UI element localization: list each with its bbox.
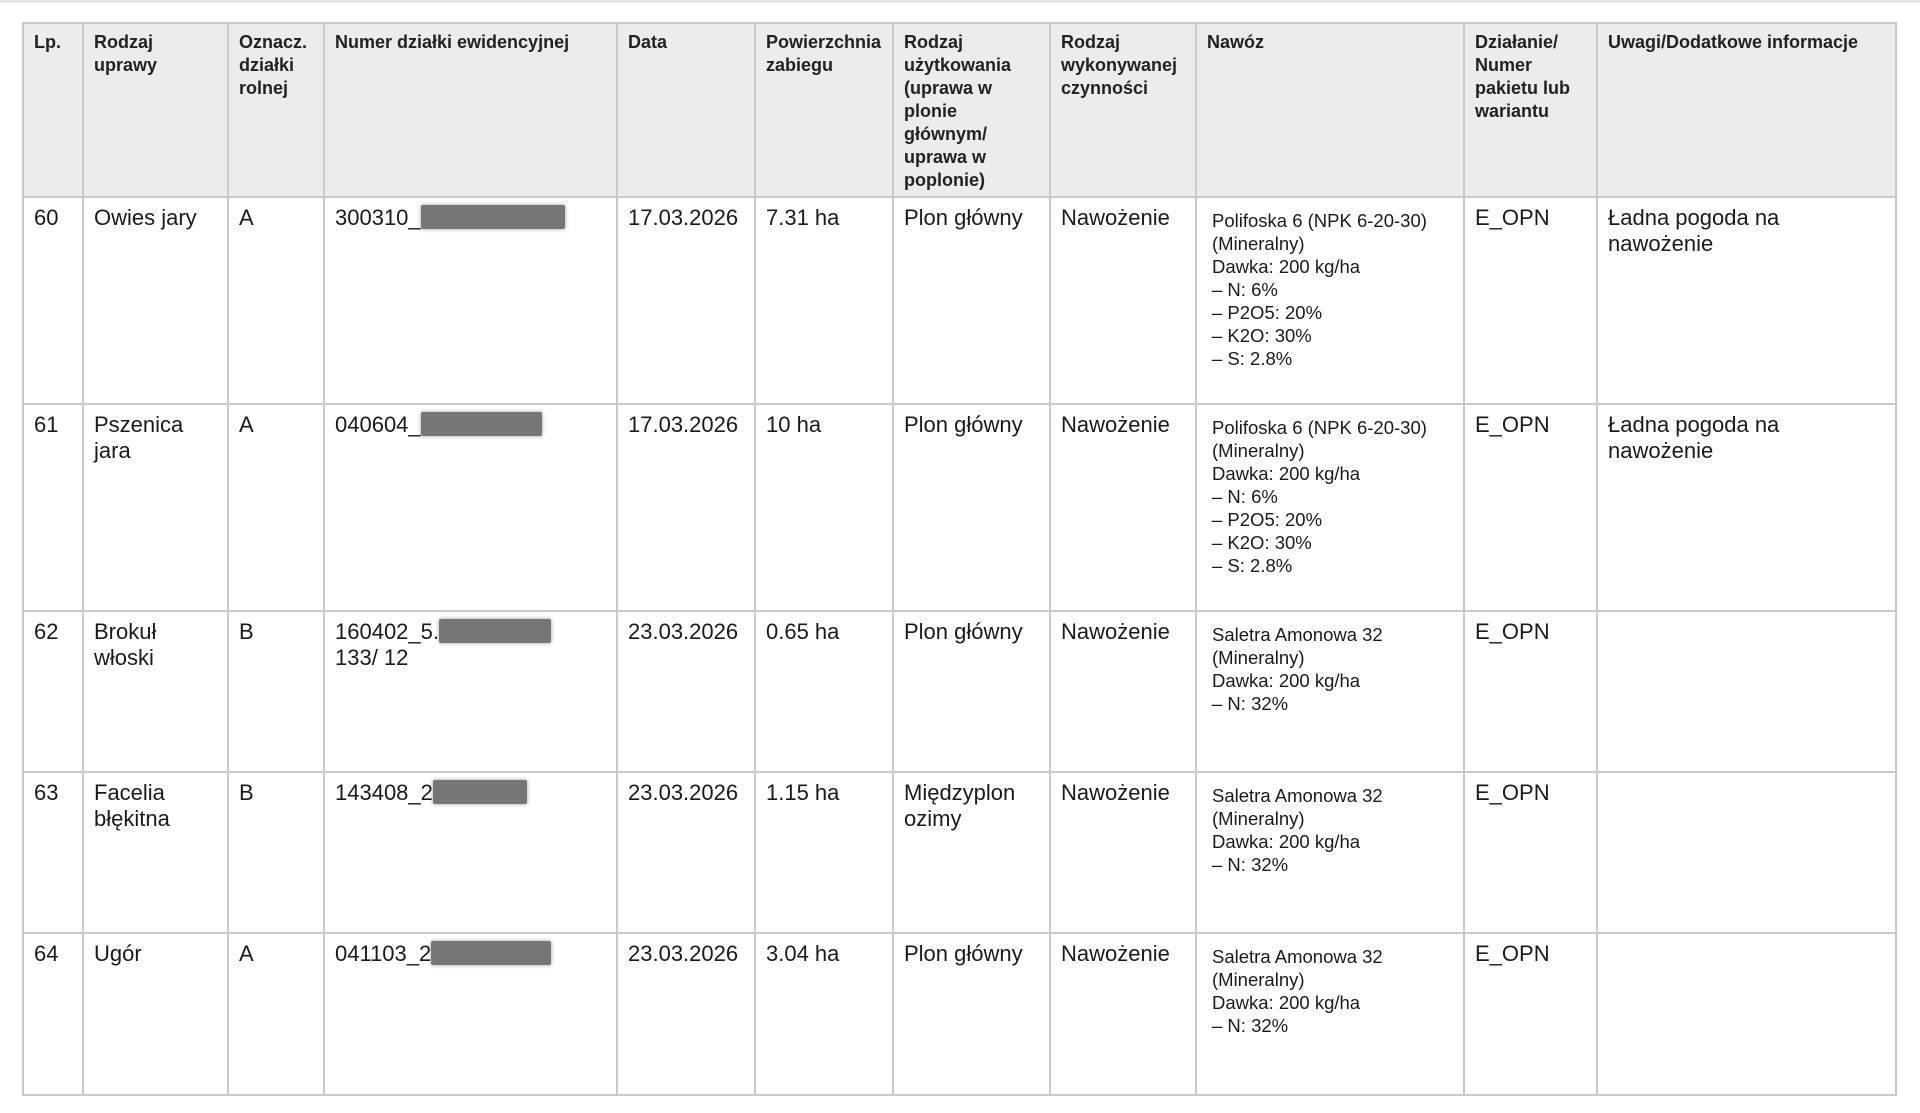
cell-lp: 62 bbox=[23, 611, 83, 772]
fertilizer-type: (Mineralny) bbox=[1212, 647, 1305, 668]
table-row bbox=[23, 933, 1896, 1095]
cell-field-mark: B bbox=[228, 611, 324, 772]
cell-usage: Plon główny bbox=[893, 611, 1050, 772]
cell-date: 17.03.2026 bbox=[617, 197, 755, 404]
cell-fertilizer bbox=[1196, 772, 1464, 933]
cell-lp: 61 bbox=[23, 404, 83, 611]
fertilizer-name: Polifoska 6 (NPK 6-20-30) bbox=[1212, 210, 1427, 231]
cell-notes bbox=[1597, 933, 1896, 1095]
cell-package: E_OPN bbox=[1464, 197, 1597, 404]
cell-plot-number bbox=[324, 933, 617, 1095]
cell-field-mark: A bbox=[228, 404, 324, 611]
table-row bbox=[23, 611, 1896, 772]
cell-crop: Ugór bbox=[83, 933, 228, 1095]
fertilizer-component: – P2O5: 20% bbox=[1212, 302, 1323, 323]
plot-number-prefix: 040604_ bbox=[335, 412, 421, 437]
cell-plot-number bbox=[324, 772, 617, 933]
cell-usage: Plon główny bbox=[893, 404, 1050, 611]
fertilizer-component: – S: 2.8% bbox=[1212, 555, 1293, 576]
cell-crop: Pszenica jara bbox=[83, 404, 228, 611]
top-divider bbox=[0, 0, 1920, 3]
fertilization-records-table bbox=[22, 22, 1897, 1096]
cell-plot-number bbox=[324, 611, 617, 772]
fertilizer-name: Polifoska 6 (NPK 6-20-30) bbox=[1212, 417, 1427, 438]
header-package: Działanie/ Numer pakietu lub wariantu bbox=[1464, 23, 1597, 197]
fertilizer-type: (Mineralny) bbox=[1212, 440, 1305, 461]
cell-date: 23.03.2026 bbox=[617, 611, 755, 772]
fertilizer-name: Saletra Amonowa 32 bbox=[1212, 946, 1383, 967]
fertilizer-dose: Dawka: 200 kg/ha bbox=[1212, 256, 1361, 277]
fertilizer-name: Saletra Amonowa 32 bbox=[1212, 785, 1383, 806]
cell-notes: Ładna pogoda na nawożenie bbox=[1597, 197, 1896, 404]
cell-package: E_OPN bbox=[1464, 611, 1597, 772]
fertilizer-dose: Dawka: 200 kg/ha bbox=[1212, 831, 1361, 852]
header-notes: Uwagi/Dodatkowe informacje bbox=[1597, 23, 1896, 197]
header-plot-number: Numer działki ewidencyjnej bbox=[324, 23, 617, 197]
plot-number-prefix: 041103_2 bbox=[335, 941, 432, 966]
fertilizer-component: – N: 6% bbox=[1212, 486, 1278, 507]
cell-activity: Nawożenie bbox=[1050, 404, 1196, 611]
fertilizer-component: – S: 2.8% bbox=[1212, 348, 1293, 369]
cell-area: 7.31 ha bbox=[755, 197, 893, 404]
redaction-block bbox=[439, 619, 551, 643]
redaction-block bbox=[421, 205, 565, 229]
cell-fertilizer bbox=[1196, 933, 1464, 1095]
cell-crop: Brokuł włoski bbox=[83, 611, 228, 772]
cell-lp: 64 bbox=[23, 933, 83, 1095]
table-row bbox=[23, 772, 1896, 933]
fertilizer-dose: Dawka: 200 kg/ha bbox=[1212, 992, 1361, 1013]
fertilizer-type: (Mineralny) bbox=[1212, 969, 1305, 990]
cell-field-mark: B bbox=[228, 772, 324, 933]
cell-field-mark: A bbox=[228, 197, 324, 404]
cell-activity: Nawożenie bbox=[1050, 933, 1196, 1095]
header-lp: Lp. bbox=[23, 23, 83, 197]
cell-notes: Ładna pogoda na nawożenie bbox=[1597, 404, 1896, 611]
redaction-block bbox=[433, 780, 527, 804]
plot-number-prefix: 160402_5. bbox=[335, 619, 439, 644]
cell-fertilizer bbox=[1196, 611, 1464, 772]
redaction-block bbox=[421, 412, 542, 436]
cell-usage: Plon główny bbox=[893, 197, 1050, 404]
header-crop: Rodzaj uprawy bbox=[83, 23, 228, 197]
cell-area: 1.15 ha bbox=[755, 772, 893, 933]
cell-package: E_OPN bbox=[1464, 772, 1597, 933]
cell-field-mark: A bbox=[228, 933, 324, 1095]
fertilizer-component: – N: 32% bbox=[1212, 693, 1289, 714]
redaction-block bbox=[431, 941, 551, 965]
cell-activity: Nawożenie bbox=[1050, 772, 1196, 933]
cell-notes bbox=[1597, 772, 1896, 933]
cell-date: 23.03.2026 bbox=[617, 772, 755, 933]
fertilizer-component: – N: 32% bbox=[1212, 854, 1289, 875]
cell-activity: Nawożenie bbox=[1050, 611, 1196, 772]
header-usage: Rodzaj użytkowania (uprawa w plonie głównym/ uprawa w poplonie) bbox=[893, 23, 1050, 197]
header-activity: Rodzaj wykonywanej czynności bbox=[1050, 23, 1196, 197]
plot-number-suffix: 133/ 12 bbox=[335, 645, 409, 670]
cell-area: 0.65 ha bbox=[755, 611, 893, 772]
fertilizer-component: – N: 32% bbox=[1212, 1015, 1289, 1036]
fertilizer-component: – P2O5: 20% bbox=[1212, 509, 1323, 530]
cell-fertilizer bbox=[1196, 197, 1464, 404]
cell-crop: Owies jary bbox=[83, 197, 228, 404]
header-area: Powierzchnia zabiegu bbox=[755, 23, 893, 197]
cell-area: 10 ha bbox=[755, 404, 893, 611]
header-field-mark: Oznacz. działki rolnej bbox=[228, 23, 324, 197]
cell-date: 17.03.2026 bbox=[617, 404, 755, 611]
fertilizer-type: (Mineralny) bbox=[1212, 233, 1305, 254]
table-row bbox=[23, 404, 1896, 611]
plot-number-prefix: 300310_ bbox=[335, 205, 421, 230]
cell-usage: Międzyplon ozimy bbox=[893, 772, 1050, 933]
fertilizer-dose: Dawka: 200 kg/ha bbox=[1212, 670, 1361, 691]
cell-notes bbox=[1597, 611, 1896, 772]
fertilizer-component: – K2O: 30% bbox=[1212, 532, 1312, 553]
fertilizer-component: – K2O: 30% bbox=[1212, 325, 1312, 346]
cell-area: 3.04 ha bbox=[755, 933, 893, 1095]
cell-lp: 60 bbox=[23, 197, 83, 404]
plot-number-prefix: 143408_2 bbox=[335, 780, 433, 805]
table-row bbox=[23, 197, 1896, 404]
fertilizer-component: – N: 6% bbox=[1212, 279, 1278, 300]
header-date: Data bbox=[617, 23, 755, 197]
header-fertilizer: Nawóz bbox=[1196, 23, 1464, 197]
cell-package: E_OPN bbox=[1464, 933, 1597, 1095]
fertilizer-dose: Dawka: 200 kg/ha bbox=[1212, 463, 1361, 484]
fertilizer-name: Saletra Amonowa 32 bbox=[1212, 624, 1383, 645]
cell-plot-number bbox=[324, 197, 617, 404]
fertilizer-type: (Mineralny) bbox=[1212, 808, 1305, 829]
cell-plot-number bbox=[324, 404, 617, 611]
cell-date: 23.03.2026 bbox=[617, 933, 755, 1095]
cell-activity: Nawożenie bbox=[1050, 197, 1196, 404]
cell-usage: Plon główny bbox=[893, 933, 1050, 1095]
cell-package: E_OPN bbox=[1464, 404, 1597, 611]
cell-lp: 63 bbox=[23, 772, 83, 933]
header-row bbox=[23, 23, 1896, 197]
cell-crop: Facelia błękitna bbox=[83, 772, 228, 933]
cell-fertilizer bbox=[1196, 404, 1464, 611]
